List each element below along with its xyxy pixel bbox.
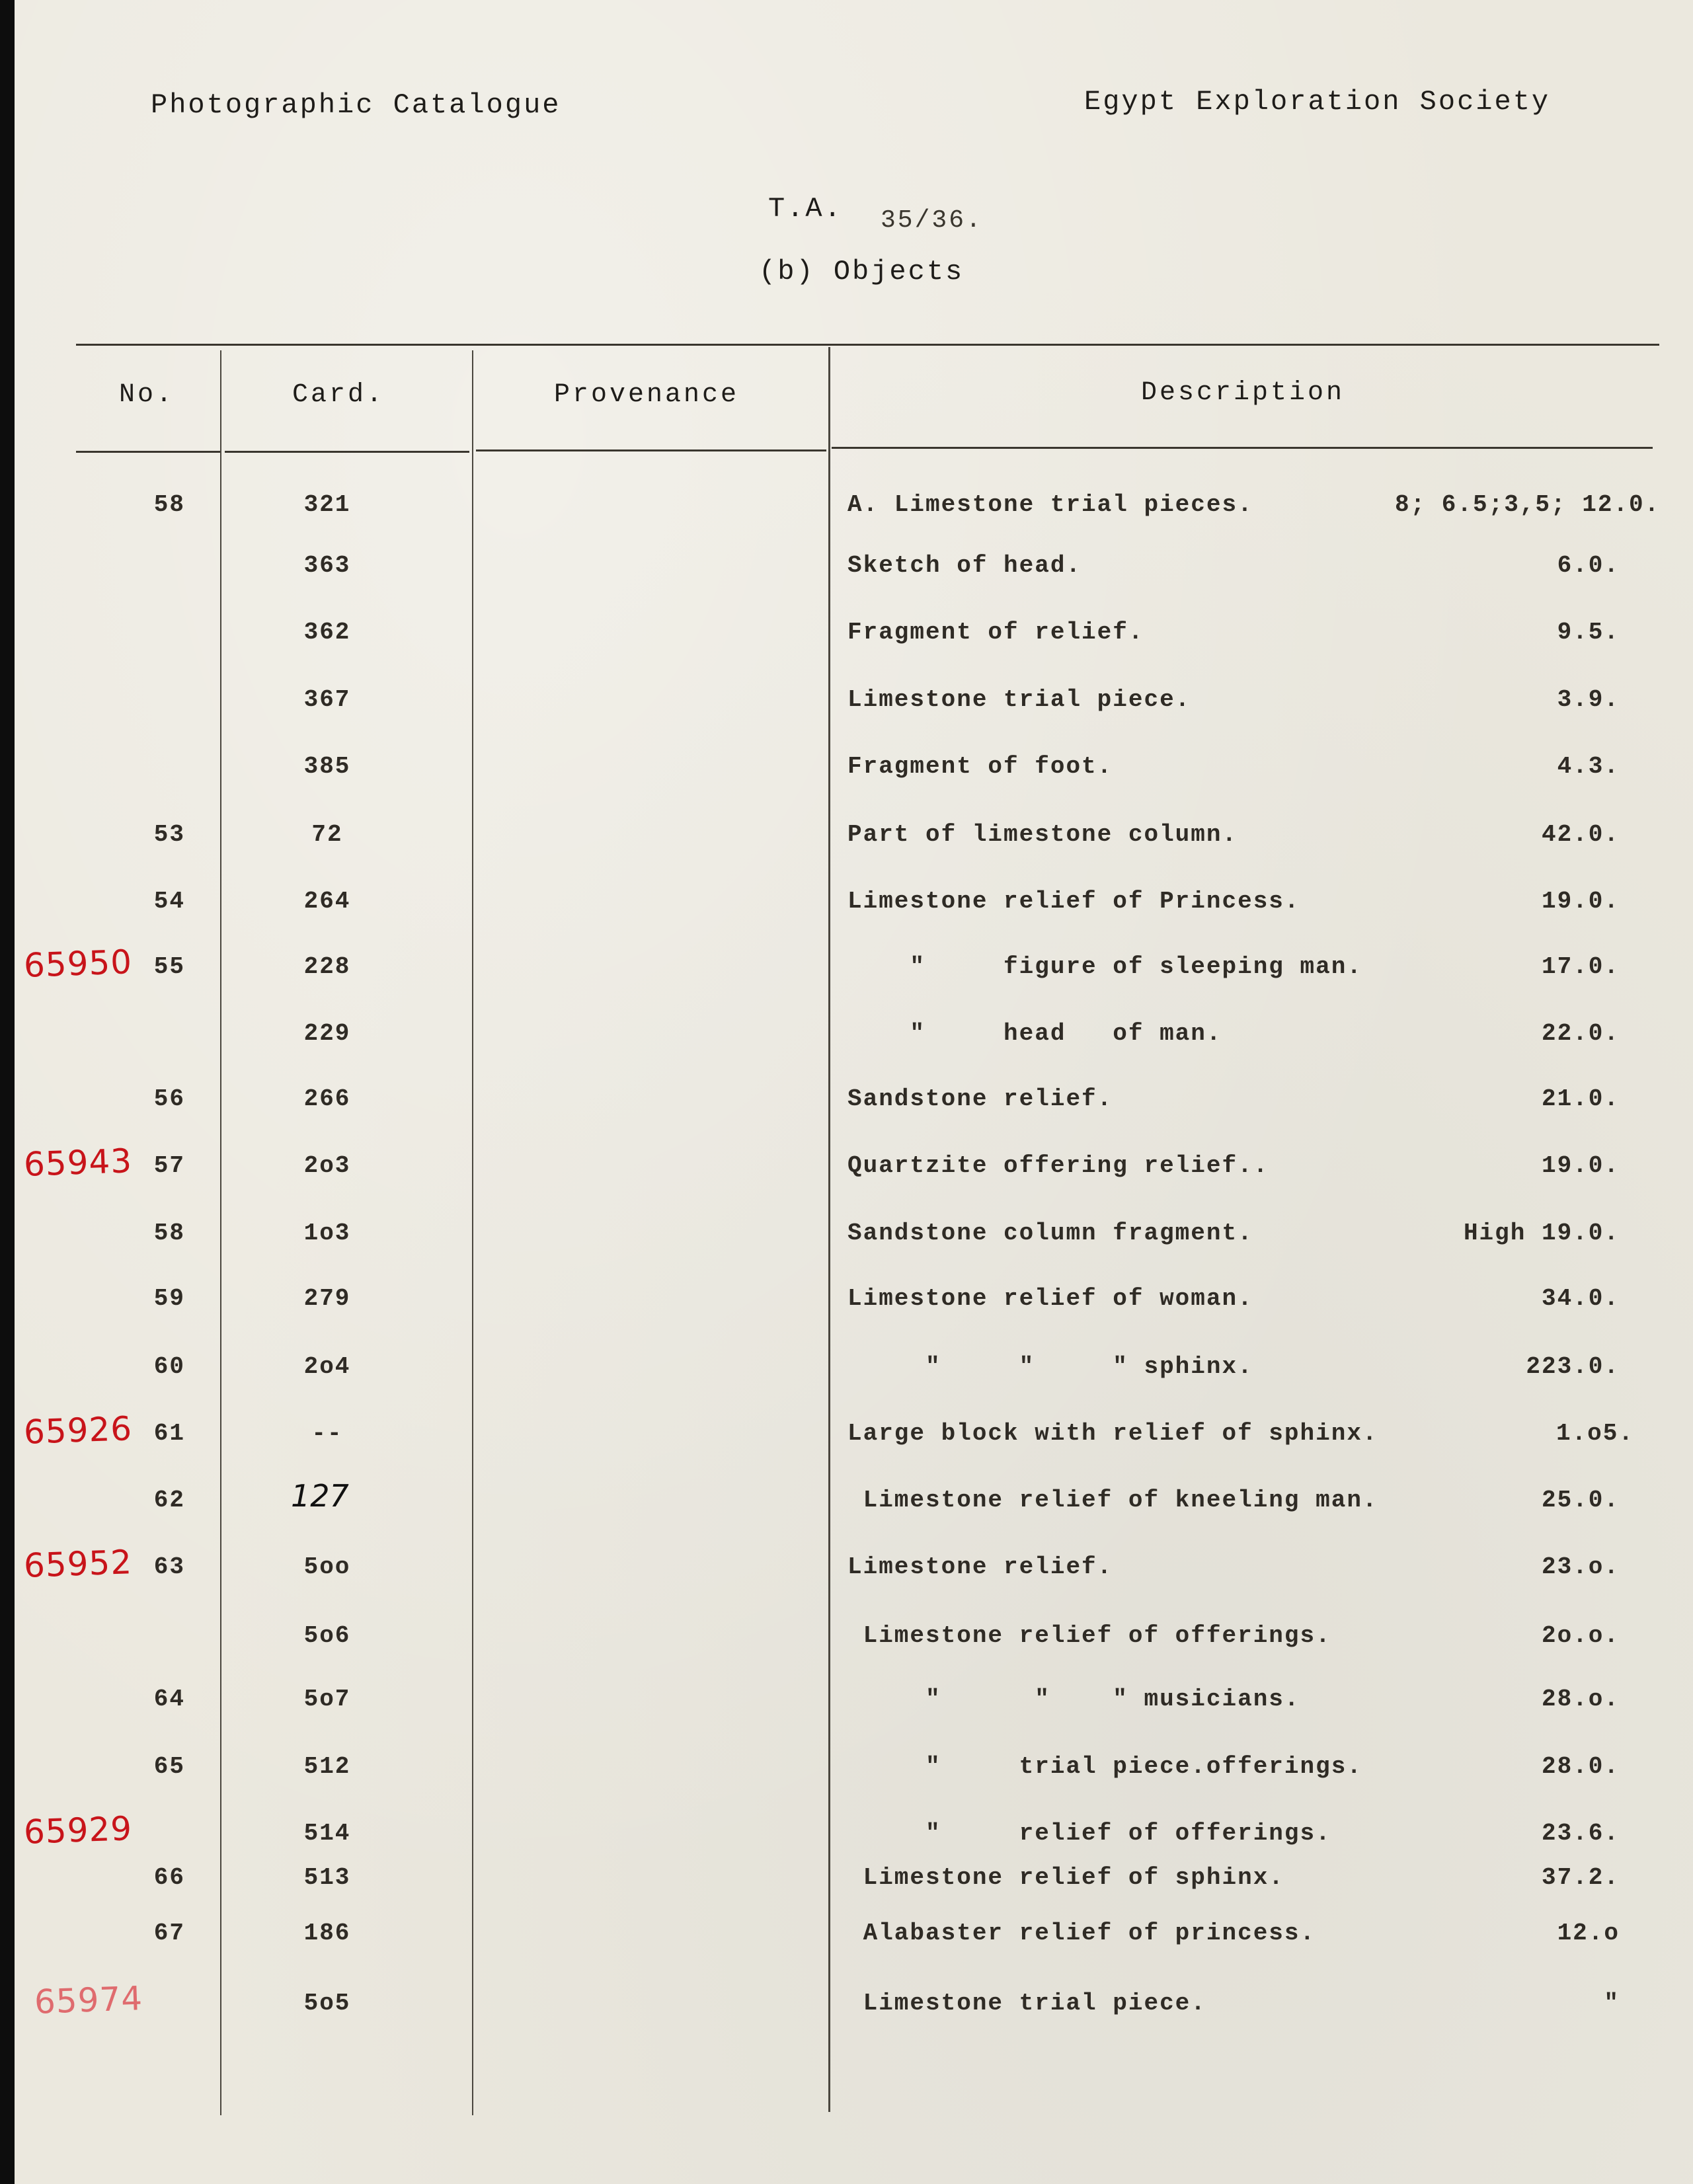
cell-card: -- — [311, 1420, 343, 1447]
cell-no: 56 — [153, 1085, 185, 1112]
cell-measurement: 42.0. — [1541, 821, 1620, 848]
cell-measurement: 12.o — [1557, 1920, 1620, 1947]
cell-measurement: 23.6. — [1541, 1820, 1620, 1847]
column-header-no: No. — [118, 380, 175, 410]
season: 35/36. — [881, 206, 983, 235]
cell-card: 5oo — [303, 1553, 351, 1580]
cell-no: 60 — [153, 1353, 185, 1380]
red-accession-annotation: 65943 — [23, 1142, 134, 1184]
cell-measurement: 23.o. — [1541, 1553, 1620, 1580]
cell-card: 514 — [303, 1820, 351, 1847]
cell-card: 228 — [303, 953, 351, 980]
cell-no: 58 — [153, 1220, 185, 1247]
cell-description: Sandstone relief. — [847, 1085, 1113, 1112]
scan-edge — [0, 0, 15, 2184]
cell-card: 513 — [303, 1864, 351, 1891]
cell-description: Limestone trial piece. — [847, 1990, 1206, 2017]
cell-description: Fragment of relief. — [847, 619, 1144, 646]
cell-card: 186 — [303, 1920, 351, 1947]
cell-description: " trial piece.offerings. — [847, 1753, 1362, 1780]
cell-description: Alabaster relief of princess. — [847, 1920, 1316, 1947]
cell-description: " figure of sleeping man. — [847, 953, 1362, 980]
society-name: Egypt Exploration Society — [1084, 86, 1551, 118]
red-accession-annotation: 65926 — [23, 1409, 134, 1452]
cell-card-handwritten: 127 — [291, 1478, 349, 1514]
cell-measurement: 28.o. — [1541, 1686, 1620, 1713]
cell-description: Limestone relief. — [847, 1553, 1113, 1580]
cell-card: 1o3 — [303, 1220, 351, 1247]
column-divider-card-provenance — [472, 350, 473, 2115]
cell-measurement: 223.0. — [1526, 1353, 1620, 1380]
header-top-rule — [76, 344, 1659, 346]
cell-card: 363 — [303, 552, 351, 579]
header-bottom-rule-provenance — [476, 449, 826, 451]
cell-measurement: 25.0. — [1541, 1487, 1620, 1514]
cell-card: 72 — [311, 821, 343, 848]
cell-card: 362 — [303, 619, 351, 646]
column-divider-provenance-description — [828, 347, 830, 2112]
cell-no: 64 — [153, 1686, 185, 1713]
header-bottom-rule-card — [225, 451, 469, 453]
cell-no: 54 — [153, 888, 185, 915]
cell-card: 385 — [303, 753, 351, 780]
cell-description: Limestone relief of sphinx. — [847, 1864, 1284, 1891]
cell-measurement: 17.0. — [1541, 953, 1620, 980]
cell-measurement: 19.0. — [1541, 1152, 1620, 1179]
cell-description: Sketch of head. — [847, 552, 1082, 579]
cell-description: Fragment of foot. — [847, 753, 1113, 780]
cell-measurement: 22.0. — [1541, 1020, 1620, 1047]
cell-card: 2o3 — [303, 1152, 351, 1179]
cell-description: " " " sphinx. — [847, 1353, 1253, 1380]
cell-card: 5o7 — [303, 1686, 351, 1713]
cell-description: Limestone relief of Princess. — [847, 888, 1300, 915]
cell-description: Limestone relief of woman. — [847, 1285, 1253, 1312]
cell-no: 62 — [153, 1487, 185, 1514]
cell-measurement: 3.9. — [1557, 686, 1620, 713]
header-bottom-rule-description — [832, 447, 1653, 449]
column-header-provenance: Provenance — [553, 380, 740, 410]
cell-description: " " " musicians. — [847, 1686, 1300, 1713]
cell-measurement: High 19.0. — [1463, 1220, 1620, 1247]
cell-no: 66 — [153, 1864, 185, 1891]
catalogue-title: Photographic Catalogue — [151, 89, 561, 121]
red-accession-annotation: 65974 — [34, 1979, 144, 2021]
cell-no: 61 — [153, 1420, 185, 1447]
cell-no: 58 — [153, 491, 185, 518]
cell-description: Quartzite offering relief.. — [847, 1152, 1269, 1179]
header-bottom-rule-no — [76, 451, 221, 453]
cell-measurement: 9.5. — [1557, 619, 1620, 646]
cell-card: 512 — [303, 1753, 351, 1780]
cell-card: 2o4 — [303, 1353, 351, 1380]
cell-card: 367 — [303, 686, 351, 713]
cell-description: Limestone relief of offerings. — [847, 1622, 1331, 1649]
cell-description: A. Limestone trial pieces. — [847, 491, 1253, 518]
column-header-description: Description — [1140, 378, 1345, 408]
cell-description: Limestone relief of kneeling man. — [847, 1487, 1378, 1514]
cell-description: Sandstone column fragment. — [847, 1220, 1253, 1247]
cell-measurement: 6.0. — [1557, 552, 1620, 579]
cell-no: 59 — [153, 1285, 185, 1312]
cell-no: 63 — [153, 1553, 185, 1580]
cell-no: 53 — [153, 821, 185, 848]
cell-no: 57 — [153, 1152, 185, 1179]
cell-description: Large block with relief of sphinx. — [847, 1420, 1378, 1447]
cell-description: Part of limestone column. — [847, 821, 1238, 848]
cell-measurement: 37.2. — [1541, 1864, 1620, 1891]
cell-measurement: 2o.o. — [1541, 1622, 1620, 1649]
cell-card: 321 — [303, 491, 351, 518]
site-code: T.A. — [768, 193, 843, 225]
cell-measurement: " — [1604, 1990, 1620, 2017]
column-header-card: Card. — [292, 380, 385, 410]
red-accession-annotation: 65952 — [23, 1543, 134, 1585]
cell-card: 279 — [303, 1285, 351, 1312]
cell-measurement: 4.3. — [1557, 753, 1620, 780]
cell-card: 5o5 — [303, 1990, 351, 2017]
cell-description: Limestone trial piece. — [847, 686, 1191, 713]
section-title: (b) Objects — [759, 256, 965, 288]
cell-measurement: 8; 6.5;3,5; 12.0. — [1395, 491, 1661, 518]
cell-card: 229 — [303, 1020, 351, 1047]
cell-no: 65 — [153, 1753, 185, 1780]
cell-measurement: 28.0. — [1541, 1753, 1620, 1780]
cell-measurement: 1.o5. — [1555, 1420, 1634, 1447]
cell-measurement: 34.0. — [1541, 1285, 1620, 1312]
cell-card: 5o6 — [303, 1622, 351, 1649]
cell-measurement: 19.0. — [1541, 888, 1620, 915]
cell-description: " head of man. — [847, 1020, 1222, 1047]
cell-description: " relief of offerings. — [847, 1820, 1331, 1847]
cell-no: 67 — [153, 1920, 185, 1947]
cell-card: 266 — [303, 1085, 351, 1112]
column-divider-no-card — [220, 350, 221, 2115]
red-accession-annotation: 65929 — [23, 1809, 134, 1852]
cell-card: 264 — [303, 888, 351, 915]
cell-no: 55 — [153, 953, 185, 980]
red-accession-annotation: 65950 — [23, 943, 134, 985]
cell-measurement: 21.0. — [1541, 1085, 1620, 1112]
